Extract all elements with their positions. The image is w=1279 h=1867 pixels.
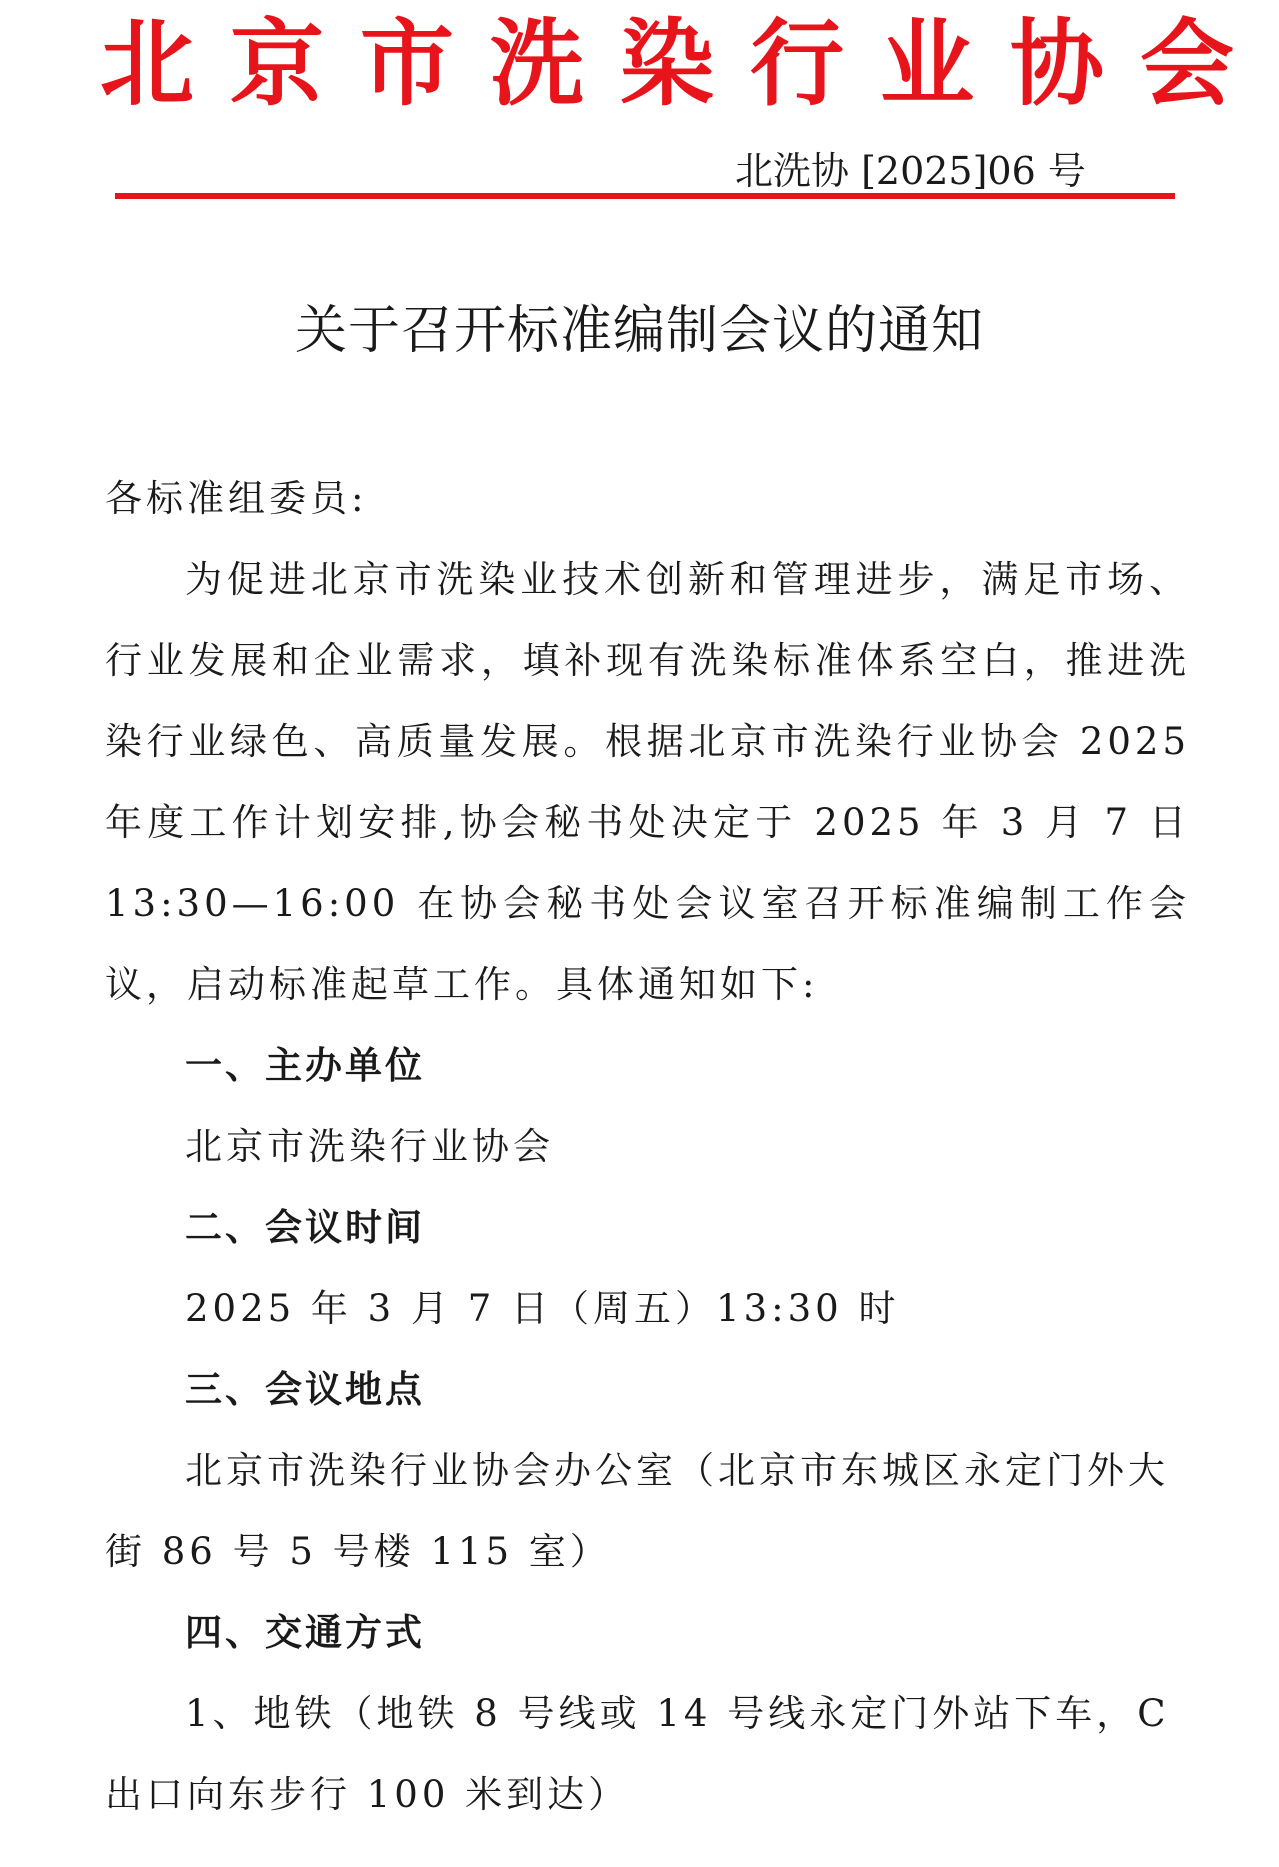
organization-letterhead-title: 北京市洗染行业协会 [100,10,1271,119]
document-title: 关于召开标准编制会议的通知 [294,301,984,361]
letterhead-red-divider [115,193,1175,199]
section-content-meeting-time: 2025 年 3 月 7 日（周五）13:30 时 [185,1287,900,1330]
section-heading-meeting-location: 三、会议地点 [185,1368,425,1411]
section-heading-transportation: 四、交通方式 [185,1611,425,1654]
intro-paragraph: 为促进北京市洗染业技术创新和管理进步，满足市场、行业发展和企业需求，填补现有洗染标准体系空白，推进洗染行业绿色、高质量发展。根据北京市洗染行业协会 2025 年度工作计划安排,协会秘书处决定于 2025 年 3 月 7 日 13:30—16:00 在协会秘书处会议室召开标准编制工作会议，启动标准起草工作。具体通知如下: [105,558,1190,1006]
document-number: 北洗协 [2025]06 号 [735,149,1086,193]
salutation: 各标准组委员: [105,477,368,520]
section-content-meeting-location: 北京市洗染行业协会办公室（北京市东城区永定门外大街 86 号 5 号楼 115 室） [105,1449,1169,1573]
document-body [105,458,1190,1835]
section-content-organizer: 北京市洗染行业协会 [185,1125,554,1168]
section-heading-organizer: 一、主办单位 [185,1044,425,1087]
section-heading-meeting-time: 二、会议时间 [185,1206,425,1249]
section-content-transportation: 1、地铁（地铁 8 号线或 14 号线永定门外站下车，C 出口向东步行 100 米到达） [105,1692,1170,1816]
